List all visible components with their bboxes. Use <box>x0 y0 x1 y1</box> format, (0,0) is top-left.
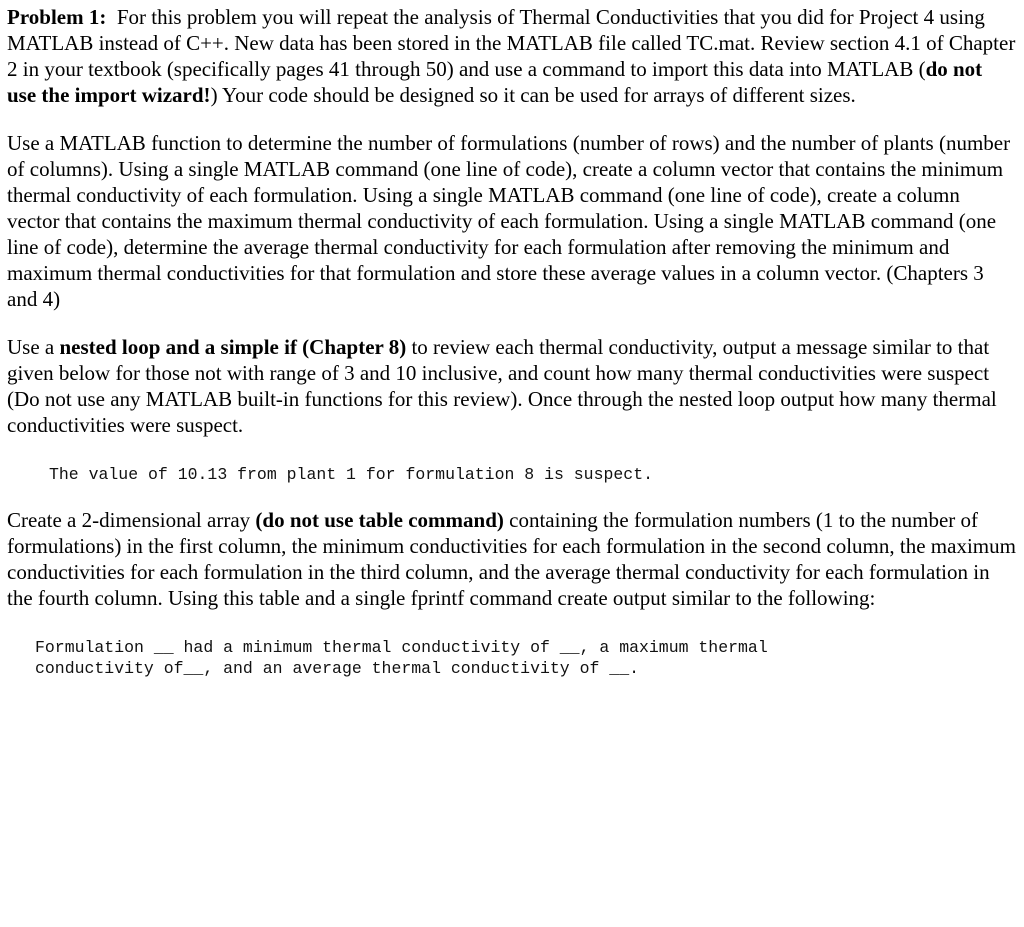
example-output-suspect: The value of 10.13 from plant 1 for formulation 8 is suspect. <box>49 465 653 484</box>
problem-intro-paragraph <box>7 4 1016 108</box>
para4-text-b: containing the formulation numbers (1 to the number of formulations) in the first column, the minimum conductivities for each formulation in the second column, the maximum conductivities for each formulation in the third column, and the average thermal conductivity for each formulation in the fourth column. Using this table and a single fprintf command create output similar to the following: <box>7 508 1016 610</box>
example-output-fprintf: Formulation __ had a minimum thermal conductivity of __, a maximum thermal conductivity of__, and an average thermal conductivity of __. <box>35 638 768 678</box>
para4-text-a: Create a 2-dimensional array <box>7 508 256 532</box>
paragraph-nested-loop <box>7 334 1016 438</box>
para4-bold: (do not use table command) <box>255 508 504 532</box>
para3-bold: nested loop and a simple if (Chapter 8) <box>59 335 407 359</box>
paragraph-2d-array <box>7 507 1016 611</box>
para3-text-b: to review each thermal conductivity, output a message similar to that given below for those not with range of 3 and 10 inclusive, and count how many thermal conductivities were suspect (Do not use any MATLAB built-in functions for this review). Once through the nested loop output how many thermal conductivities were suspect. <box>7 335 997 437</box>
intro-text-b: ) Your code should be designed so it can be used for arrays of different sizes. <box>210 83 856 107</box>
intro-text-a: For this problem you will repeat the analysis of Thermal Conductivities that you did for Project 4 using MATLAB instead of C++. New data has been stored in the MATLAB file called TC.mat. Review section 4.1 of Chapter 2 in your textbook (specifically pages 41 through 50) and use a command to import this data into MATLAB ( <box>7 5 1016 81</box>
intro-bold-warning: do not use the import wizard! <box>7 57 983 107</box>
problem-label: Problem 1: <box>7 5 107 29</box>
paragraph-matlab-functions: Use a MATLAB function to determine the number of formulations (number of rows) and the number of plants (number of columns). Using a single MATLAB command (one line of code), create a column vector that contains the minimum thermal conductivity of each formulation. Using a single MATLAB command (one line of code), create a column vector that contains the maximum thermal conductivity of each formulation. Using a single MATLAB command (one line of code), determine the average thermal conductivity for each formulation after removing the minimum and maximum thermal conductivities for that formulation and store these average values in a column vector. (Chapters 3 and 4) <box>7 131 1011 311</box>
para3-text-a: Use a <box>7 335 60 359</box>
